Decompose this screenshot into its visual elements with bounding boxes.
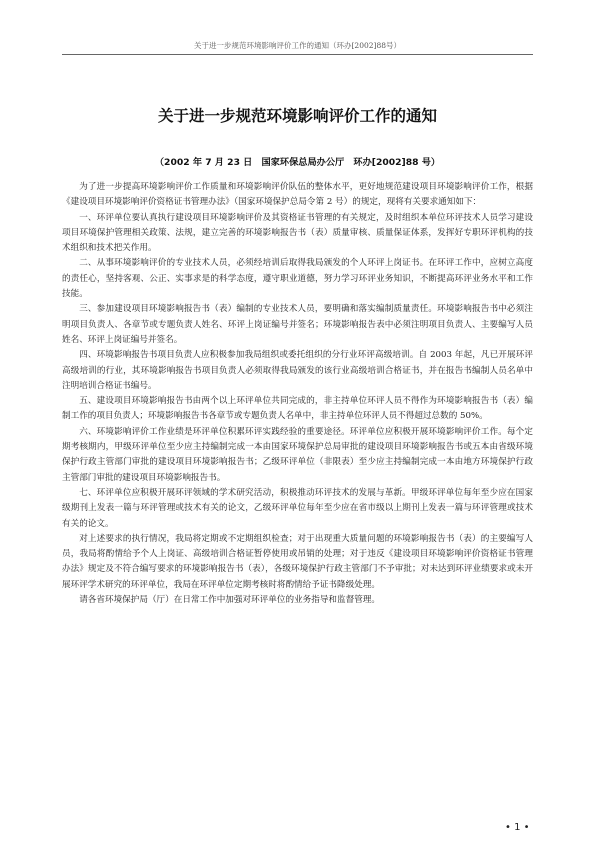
- paragraph-item-6: 六、环境影响评价工作业绩是环评单位积累环评实践经验的重要途径。环评单位应积极开展环境影响评价工作。每个定期考核期内，甲级环评单位至少应主持编制完成一本由国家环境保护总局审批的建设项目环境影响报告书或五本由省级环境保护行政主管部门审批的建设项目环境影响报告书；乙级环评单位（非限表）至少应主持编制完成一本由地方环境保护行政主管部门审批的建设项目环境影响报告书。: [62, 426, 533, 483]
- document-title: 关于进一步规范环境影响评价工作的通知: [157, 107, 437, 125]
- paragraph-item-3: 三、参加建设项目环境影响报告书（表）编制的专业技术人员，要明确和落实编制质量责任。环境影响报告书中必须注明项目负责人、各章节或专题负责人姓名、环评上岗证编号并签名；环境影响报告表中必须注明项目负责人、主要编写人员姓名、环评上岗证编号并签名。: [62, 304, 533, 345]
- paragraph-item-2: 二、从事环境影响评价的专业技术人员，必须经培训后取得我局颁发的个人环评上岗证书。在环评工作中，应树立高度的责任心，坚持客观、公正、实事求是的科学态度，遵守职业道德，努力学习环评业务知识，不断提高环评业务水平和工作技能。: [62, 258, 533, 300]
- header-divider: [62, 54, 533, 55]
- paragraph-item-4: 四、环境影响报告书项目负责人应积极参加我局组织或委托组织的分行业环评高级培训。自 2003 年起，凡已开展环评高级培训的行业，其环境影响报告书项目负责人必须取得我局颁发的该行业高级培训合格证书，并在报告书编制人员名单中注明培训合格证书编号。: [62, 350, 533, 391]
- paragraph-item-1: 一、环评单位要认真执行建设项目环境影响评价及其资格证书管理的有关规定，及时组织本单位环评技术人员学习建设项目环境保护管理相关政策、法规，建立完善的环境影响报告书（表）质量审核、质量保证体系，发挥好专职环评机构的技术组织和技术把关作用。: [62, 212, 533, 254]
- page-number: • 1 •: [505, 822, 530, 833]
- paragraph-enforcement: 对上述要求的执行情况，我局将定期或不定期组织检查；对于出现重大质量问题的环境影响报告书（表）的主要编写人员，我局将酌情给予个人上岗证、高级培训合格证暂停使用或吊销的处理；对于违反《建设项目环境影响评价资格证书管理办法》规定及不符合编写要求的环境影响报告书（表），各级环境保护行政主管部门不予审批；对未达到环评业绩要求或未开展环评学术研究的环评单位，我局在环评单位定期考核时将酌情给予证书降级处理。: [62, 533, 533, 590]
- paragraph-intro: 为了进一步提高环境影响评价工作质量和环境影响评价队伍的整体水平，更好地规范建设项目环境影响评价工作，根据《建设项目环境影响评价资格证书管理办法》（国家环境保护总局令第 2 号）的规定，现将有关要求通知如下：: [62, 182, 533, 208]
- paragraph-item-7: 七、环评单位应积极开展环评领域的学术研究活动，积极推动环评技术的发展与革新。甲级环评单位每年至少应在国家级期刊上发表一篇与环评管理或技术有关的论文，乙级环评单位每年至少应在省市级以上期刊上发表一篇与环评管理或技术有关的论文。: [62, 487, 533, 529]
- paragraph-item-5: 五、建设项目环境影响报告书由两个以上环评单位共同完成的，非主持单位环评人员不得作为环境影响报告书（表）编制工作的项目负责人；环境影响报告书各章节或专题负责人名单中，非主持单位环评人员不得超过总数的 50%。: [62, 396, 533, 422]
- paragraph-closing: 请各省环境保护局（厅）在日常工作中加强对环评单位的业务指导和监督管理。: [79, 595, 380, 606]
- document-subtitle: （2002 年 7 月 23 日 国家环保总局办公厅 环办[2002]88 号）: [154, 157, 441, 168]
- document-body: [62, 180, 533, 608]
- running-header: 关于进一步规范环境影响评价工作的通知（环办[2002]88号）: [194, 41, 401, 50]
